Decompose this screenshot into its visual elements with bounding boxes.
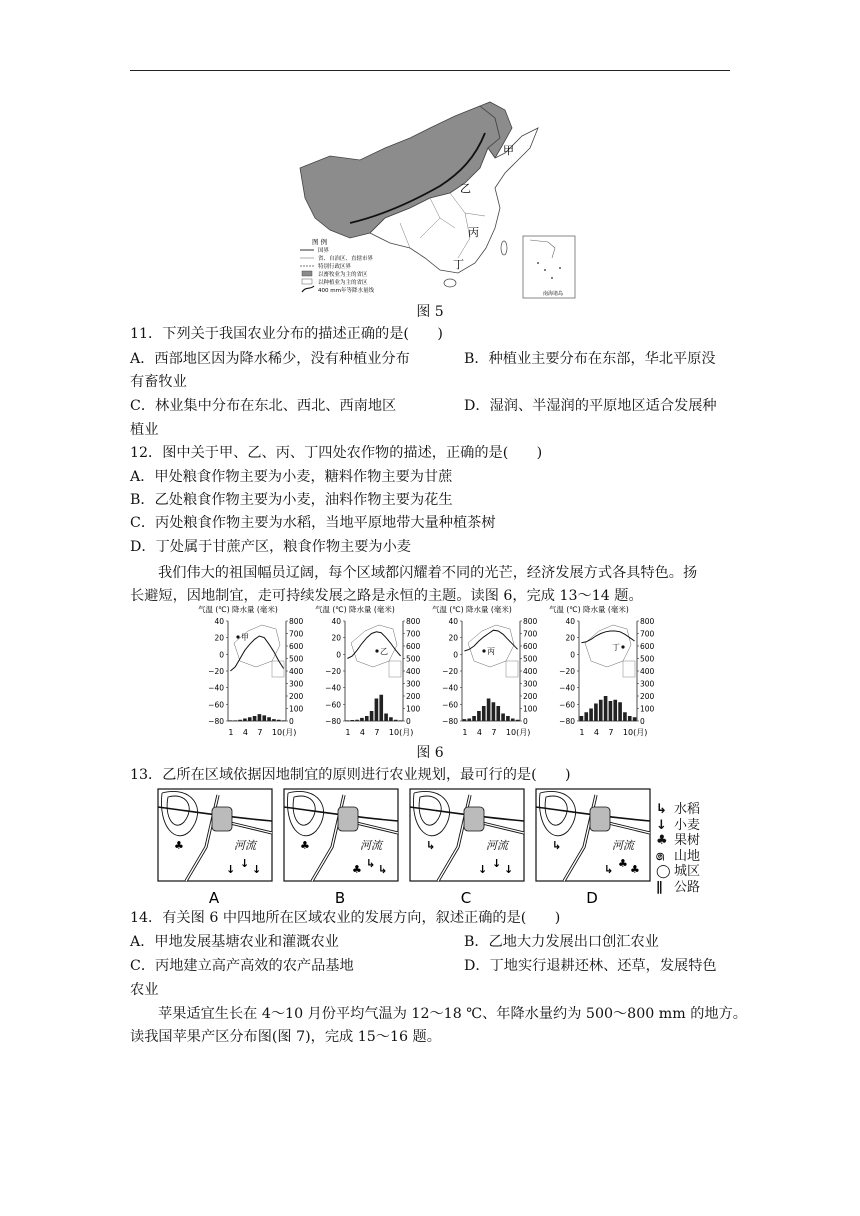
fig6-yright-tick: 800 xyxy=(289,617,304,626)
q13-river-label: 河流 xyxy=(612,839,634,852)
intro-13-14-line2: 长避短，因地制宜，走可持续发展之路是永恒的主题。读图 6，完成 13～14 题。 xyxy=(130,588,643,604)
q13-option-maps xyxy=(156,787,656,907)
fig6-x-tick: 7 xyxy=(257,728,263,737)
fig6-x-tick: 1 xyxy=(462,728,468,737)
fig6-yright-tick: 400 xyxy=(289,667,304,676)
fig6-precip-bar xyxy=(477,711,481,721)
fig6-yright-tick: 700 xyxy=(640,629,655,639)
intro-13-14-line1: 我们伟大的祖国幅员辽阔，每个区域都闪耀着不同的光芒，经济发展方式各具特色。扬 xyxy=(158,565,698,581)
fig6-precip-bar xyxy=(613,700,617,721)
fig6-header-0: 气温 (℃) 降水量 (毫米) xyxy=(198,605,278,614)
fig6-yleft-tick: −80 xyxy=(208,717,224,726)
fig6-yright-tick: 200 xyxy=(640,692,655,701)
fig6-precip-bar xyxy=(248,717,252,721)
intro-15-16-line2: 读我国苹果产区分布图(图 7)，完成 15～16 题。 xyxy=(130,1029,441,1045)
fig6-precip-bar xyxy=(370,711,374,721)
q13-option-letter-C: C xyxy=(460,889,472,907)
q13-crop-symbol: ↳ xyxy=(604,863,614,876)
wheat-icon: ↓ xyxy=(656,817,667,833)
legend-rice: ↳ 水稻 xyxy=(656,802,701,817)
fig6-yleft-tick: −60 xyxy=(208,700,224,710)
fig6-yright-tick: 100 xyxy=(289,704,304,714)
fig6-x-tick: 7 xyxy=(374,728,380,737)
fig6-mini-inset xyxy=(623,661,635,677)
fig6-yleft-tick: −20 xyxy=(442,667,458,676)
fig6-yright-tick: 200 xyxy=(406,692,421,701)
fig6-yright-tick: 700 xyxy=(523,629,538,639)
fig6-x-tick: 1 xyxy=(228,728,234,737)
q11-option-a: A．西部地区因为降水稀少，没有种植业分布 xyxy=(130,351,410,367)
q14-option-d: D．丁地实行退耕还林、还草，发展特色 xyxy=(464,958,717,974)
q12-option-d: D．丁处属于甘蔗产区，粮食作物主要为小麦 xyxy=(130,539,411,555)
fig6-header-1: 气温 (℃) 降水量 (毫米) xyxy=(315,605,395,614)
fig6-precip-bar xyxy=(229,720,233,721)
fig6-yleft-tick: 40 xyxy=(448,617,458,626)
fig6-yleft-tick: −20 xyxy=(208,667,224,676)
q13-crop-symbol: ↓ xyxy=(492,857,502,870)
q11-option-d-cont: 植业 xyxy=(130,422,159,438)
fig6-x-tick: 4 xyxy=(593,728,600,737)
fig6-location-dot xyxy=(482,649,485,652)
fig6-yleft-tick: −40 xyxy=(559,683,575,693)
fig6-precip-bar xyxy=(346,720,350,721)
fig6-yright-tick: 400 xyxy=(406,667,421,676)
fig6-precip-bar xyxy=(496,706,500,721)
fig6-precip-bar xyxy=(243,719,247,722)
fig6-precip-bar xyxy=(599,700,603,721)
fig6-precip-bar xyxy=(258,714,262,721)
q12-option-b: B．乙处粮食作物主要为小麦，油料作物主要为花生 xyxy=(130,492,453,508)
fig6-yright-tick: 600 xyxy=(640,642,655,651)
fig6-x-tick: 10(月) xyxy=(388,728,414,737)
q13-river-label: 河流 xyxy=(234,839,256,852)
fruit-tree-icon: ♣ xyxy=(656,833,668,848)
fig6-mini-inset xyxy=(272,661,284,677)
fig6-yright-tick: 600 xyxy=(406,642,421,651)
fig6-yleft-tick: −60 xyxy=(559,700,575,710)
svg-text:南海诸岛: 南海诸岛 xyxy=(543,291,564,297)
q13-river-label: 河流 xyxy=(360,839,382,852)
q14-option-d-cont: 农业 xyxy=(130,982,159,998)
fig6-precip-bar xyxy=(623,712,627,721)
legend-city: ◯ 城区 xyxy=(656,864,701,879)
fig6-precip-bar xyxy=(633,717,637,721)
intro-15-16-line1: 苹果适宜生长在 4～10 月份平均气温为 12～18 ℃、年降水量约为 500～800 mm 的地方。 xyxy=(158,1006,747,1022)
q13-city xyxy=(464,807,484,831)
fig6-yright-tick: 0 xyxy=(406,717,411,726)
fig6-precip-bar xyxy=(233,720,237,721)
q14-option-b: B．乙地大力发展出口创汇农业 xyxy=(464,934,659,950)
fig6-yleft-tick: 0 xyxy=(336,650,341,660)
q13-crop-symbol: ↳ xyxy=(426,839,436,852)
svg-text:特别行政区界: 特别行政区界 xyxy=(318,264,352,270)
q13-crop-symbol: ↓ xyxy=(478,863,488,876)
fig6-yright-tick: 100 xyxy=(406,704,421,714)
q11-option-b-cont: 有畜牧业 xyxy=(130,374,187,390)
fig5-label-ding: 丁 xyxy=(453,258,464,271)
fig6-precip-bar xyxy=(350,720,354,721)
rice-icon: ↳ xyxy=(656,802,667,817)
fig6-precip-bar xyxy=(375,699,379,722)
fig5-map xyxy=(290,98,580,300)
q13-option-letter-B: B xyxy=(334,889,346,907)
city-icon: ◯ xyxy=(656,864,671,879)
fig6-precip-bar xyxy=(516,720,520,721)
fig6-yleft-tick: 40 xyxy=(331,617,341,626)
fig6-precip-bar xyxy=(618,702,622,721)
q13-legend xyxy=(656,802,700,895)
fig6-precip-bar xyxy=(389,717,393,721)
fig6-precip-bar xyxy=(604,696,608,721)
q13-crop-symbol: ↓ xyxy=(252,863,262,876)
fig6-precip-bar xyxy=(399,720,403,721)
fig6-panel-label-3: 丁 xyxy=(612,643,620,652)
svg-text:以种植业为主的省区: 以种植业为主的省区 xyxy=(318,280,368,286)
fig6-precip-bar xyxy=(482,706,486,721)
legend-road: ∥ 公路 xyxy=(656,879,701,895)
fig6-precip-bar xyxy=(467,719,471,722)
q11-option-d: D．湿润、半湿润的平原地区适合发展种 xyxy=(464,398,717,414)
fig6-yleft-tick: −40 xyxy=(208,683,224,693)
q13-option-letter-D: D xyxy=(586,889,598,907)
fig6-panel-label-1: 乙 xyxy=(380,647,388,656)
fig6-yright-tick: 500 xyxy=(406,654,421,664)
fig6-precip-bar xyxy=(609,701,613,721)
svg-text:图 例: 图 例 xyxy=(312,238,328,246)
fig6-panel-label-0: 甲 xyxy=(241,633,249,642)
fig6-yleft-tick: 0 xyxy=(453,650,458,660)
fig6-precip-bar xyxy=(262,715,266,721)
fig6-precip-bar xyxy=(492,702,496,721)
legend-fruit: ♣ 果树 xyxy=(656,833,701,848)
fig6-precip-bar xyxy=(584,712,588,721)
fig6-precip-bar xyxy=(589,709,593,722)
fig6-precip-bar xyxy=(379,695,383,721)
svg-text:400 mm年等降水量线: 400 mm年等降水量线 xyxy=(318,288,374,294)
fig6-mini-inset xyxy=(506,661,518,677)
fig6-yleft-tick: −40 xyxy=(325,683,341,693)
fig6-header-2: 气温 (℃) 降水量 (毫米) xyxy=(432,605,512,614)
header-rule xyxy=(130,70,730,71)
fig6-yleft-tick: −80 xyxy=(442,717,458,726)
q13-river-label: 河流 xyxy=(486,839,508,852)
fig6-yright-tick: 100 xyxy=(640,704,655,714)
fig6-x-tick: 4 xyxy=(242,728,249,737)
q13-crop-symbol: ♣ xyxy=(300,839,310,852)
fig6-yleft-tick: 0 xyxy=(570,650,575,660)
fig6-yright-tick: 500 xyxy=(640,654,655,664)
fig6-yright-tick: 700 xyxy=(289,629,304,639)
fig6-yleft-tick: −20 xyxy=(325,667,341,676)
fig6-mini-inset xyxy=(389,661,401,677)
fig6-yright-tick: 800 xyxy=(640,617,655,626)
fig6-yright-tick: 300 xyxy=(289,679,304,689)
q14-stem: 14．有关图 6 中四地所在区域农业的发展方向，叙述正确的是( ) xyxy=(130,910,561,926)
legend-mountain: ෧ 山地 xyxy=(656,848,701,864)
fig6-yright-tick: 0 xyxy=(640,717,645,726)
q14-option-c: C．丙地建立高产高效的农产品基地 xyxy=(130,958,354,974)
q13-city xyxy=(590,807,610,831)
q12-option-a: A．甲处粮食作物主要为小麦，糖料作物主要为甘蔗 xyxy=(130,469,453,485)
q14-option-a: A．甲地发展基塘农业和灌溉农业 xyxy=(130,934,339,950)
q13-option-letter-A: A xyxy=(208,889,220,907)
fig6-yright-tick: 200 xyxy=(523,692,538,701)
fig5-label-jia: 甲 xyxy=(503,144,514,157)
fig6-yleft-tick: −60 xyxy=(325,700,341,710)
fig6-temp-line xyxy=(581,631,634,643)
fig6-mini-map xyxy=(351,625,397,667)
q13-stem: 13．乙所在区域依据因地制宜的原则进行农业规划，最可行的是( ) xyxy=(130,767,571,783)
fig5-caption: 图 5 xyxy=(416,304,444,320)
fig5-inset xyxy=(523,236,575,298)
fig6-temp-line xyxy=(347,632,400,659)
fig6-yright-tick: 500 xyxy=(289,654,304,664)
fig6-yright-tick: 300 xyxy=(523,679,538,689)
fig6-x-tick: 10(月) xyxy=(271,728,297,737)
fig6-precip-bar xyxy=(463,719,467,721)
q13-crop-symbol: ↳ xyxy=(378,863,388,876)
fig6-precip-bar xyxy=(282,720,286,721)
fig6-yleft-tick: −20 xyxy=(559,667,575,676)
fig6-yleft-tick: 20 xyxy=(565,633,575,643)
fig6-yright-tick: 700 xyxy=(406,629,421,639)
q13-city xyxy=(338,807,358,831)
fig6-location-dot xyxy=(236,635,239,638)
fig6-precip-bar xyxy=(360,718,364,721)
fig6-precip-bar xyxy=(506,716,510,721)
fig5-label-bing: 丙 xyxy=(468,226,479,239)
fig6-precip-bar xyxy=(472,716,476,721)
fig6-x-tick: 10(月) xyxy=(505,728,531,737)
fig6-precip-bar xyxy=(501,714,505,722)
svg-text:以畜牧业为主的省区: 以畜牧业为主的省区 xyxy=(318,272,368,278)
mountain-icon: ෧ xyxy=(656,848,665,864)
fig6-yright-tick: 800 xyxy=(523,617,538,626)
fig6-precip-bar xyxy=(384,714,388,722)
q11-option-c: C．林业集中分布在东北、西北、西南地区 xyxy=(130,398,397,414)
fig6-yright-tick: 200 xyxy=(289,692,304,701)
q12-stem: 12．图中关于甲、乙、丙、丁四处农作物的描述，正确的是( ) xyxy=(130,445,543,461)
fig6-header-3: 气温 (℃) 降水量 (毫米) xyxy=(549,605,629,614)
fig6-yleft-tick: −40 xyxy=(442,683,458,693)
fig6-precip-bar xyxy=(238,720,242,721)
legend-wheat: ↓ 小麦 xyxy=(656,817,701,833)
fig6-precip-bar xyxy=(394,720,398,721)
q13-crop-symbol: ↓ xyxy=(226,863,236,876)
fig6-x-tick: 7 xyxy=(491,728,497,737)
fig6-panel-label-2: 丙 xyxy=(487,647,495,656)
fig6-location-dot xyxy=(621,645,624,648)
fig6-yleft-tick: 0 xyxy=(219,650,224,660)
fig6-precip-bar xyxy=(580,716,584,721)
fig6-yleft-tick: 20 xyxy=(214,633,224,643)
fig6-yright-tick: 100 xyxy=(523,704,538,714)
fig6-yleft-tick: 20 xyxy=(448,633,458,643)
fig6-precip-bar xyxy=(365,716,369,721)
fig6-yleft-tick: 40 xyxy=(214,617,224,626)
svg-text:省、自治区、直辖市界: 省、自治区、直辖市界 xyxy=(318,256,374,262)
svg-text:国界: 国界 xyxy=(318,248,330,254)
q13-crop-symbol: ♣ xyxy=(630,863,640,876)
q13-crop-symbol: ↓ xyxy=(504,863,514,876)
q12-option-c: C．丙处粮食作物主要为水稻，当地平原地带大量种植茶树 xyxy=(130,515,496,531)
fig6-yright-tick: 600 xyxy=(289,642,304,651)
fig6-yright-tick: 300 xyxy=(406,679,421,689)
fig6-yleft-tick: 20 xyxy=(331,633,341,643)
q13-city xyxy=(212,807,232,831)
fig6-yright-tick: 400 xyxy=(640,667,655,676)
fig6-precip-bar xyxy=(594,704,598,722)
fig6-yleft-tick: −80 xyxy=(325,717,341,726)
fig6-mini-map xyxy=(234,625,280,667)
fig6-precip-bar xyxy=(487,699,491,722)
fig6-yright-tick: 400 xyxy=(523,667,538,676)
fig5-label-yi: 乙 xyxy=(460,182,471,195)
fig6-yleft-tick: −60 xyxy=(442,700,458,710)
fig6-yright-tick: 300 xyxy=(640,679,655,689)
q11-stem: 11．下列关于我国农业分布的描述正确的是( ) xyxy=(130,326,443,342)
fig6-x-tick: 4 xyxy=(359,728,366,737)
fig6-yright-tick: 500 xyxy=(523,654,538,664)
fig6-x-tick: 7 xyxy=(608,728,614,737)
q13-crop-symbol: ↳ xyxy=(366,857,376,870)
fig6-x-tick: 1 xyxy=(579,728,585,737)
fig6-precip-bar xyxy=(277,720,281,721)
fig6-precip-bar xyxy=(355,720,359,721)
q13-crop-symbol: ↓ xyxy=(240,857,250,870)
fig6-yright-tick: 600 xyxy=(523,642,538,651)
fig6-yright-tick: 0 xyxy=(289,717,294,726)
fig6-x-tick: 1 xyxy=(345,728,351,737)
q13-crop-symbol: ↳ xyxy=(552,839,562,852)
fig6-precip-bar xyxy=(267,717,271,721)
fig6-caption: 图 6 xyxy=(416,745,444,761)
fig6-x-tick: 10(月) xyxy=(622,728,648,737)
fig6-yleft-tick: 40 xyxy=(565,617,575,626)
fig6-location-dot xyxy=(375,649,378,652)
q13-crop-symbol: ♣ xyxy=(618,857,628,870)
fig6-precip-bar xyxy=(511,719,515,722)
fig6-yright-tick: 800 xyxy=(406,617,421,626)
q13-crop-symbol: ♣ xyxy=(174,839,184,852)
q13-crop-symbol: ♣ xyxy=(352,863,362,876)
road-icon: ∥ xyxy=(656,879,663,895)
fig6-precip-bar xyxy=(253,716,257,721)
fig6-x-tick: 4 xyxy=(476,728,483,737)
fig6-precip-bar xyxy=(272,719,276,721)
fig6-precip-bar xyxy=(628,716,632,721)
fig6-yright-tick: 0 xyxy=(523,717,528,726)
fig6-yleft-tick: −80 xyxy=(559,717,575,726)
fig6-climate-charts xyxy=(196,603,664,741)
q11-option-b: B．种植业主要分布在东部，华北平原没 xyxy=(464,351,716,367)
